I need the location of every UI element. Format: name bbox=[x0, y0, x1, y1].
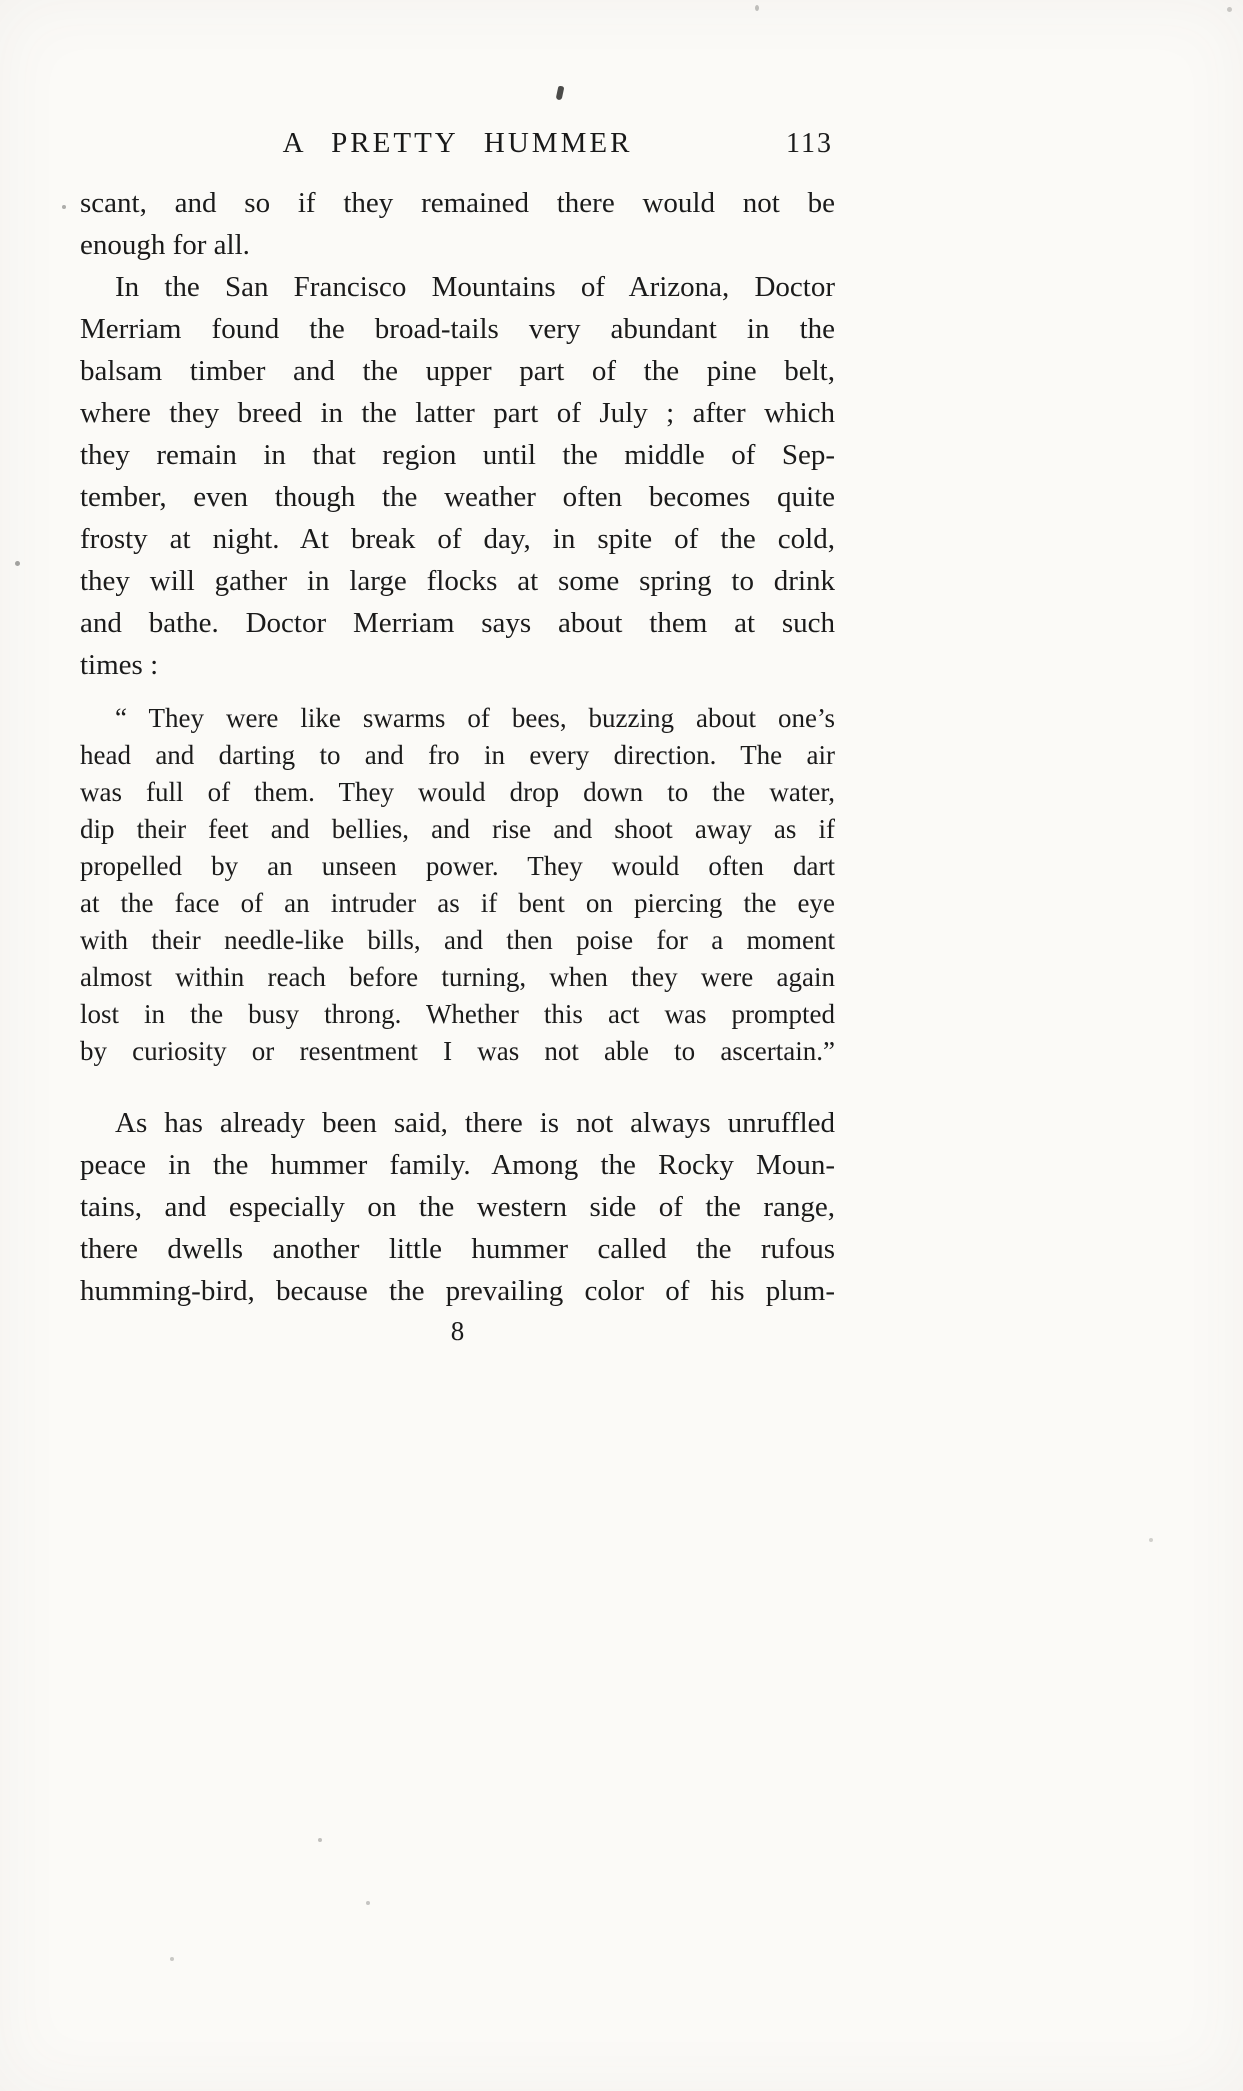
scan-artifact bbox=[1227, 7, 1232, 12]
running-title: A PRETTY HUMMER bbox=[282, 127, 633, 159]
text-line: propelled by an unseen power. They would often dart bbox=[80, 851, 835, 881]
page-footer bbox=[80, 1316, 835, 1347]
paragraph bbox=[80, 182, 835, 266]
text-line: where they breed in the latter part of July ; after which bbox=[80, 397, 835, 429]
text-line: dip their feet and bellies, and rise and shoot away as if bbox=[80, 814, 835, 844]
text-line: at the face of an intruder as if bent on piercing the eye bbox=[80, 888, 835, 918]
text-line: was full of them. They would drop down to the water, bbox=[80, 777, 835, 807]
text-line: balsam timber and the upper part of the pine belt, bbox=[80, 355, 835, 387]
text-line: lost in the busy throng. Whether this act was prompted bbox=[80, 999, 835, 1029]
text-line: peace in the hummer family. Among the Rocky Moun- bbox=[80, 1149, 835, 1181]
text-line: they will gather in large flocks at some spring to drink bbox=[80, 565, 835, 597]
paragraph bbox=[80, 266, 835, 686]
text-line: and bathe. Doctor Merriam says about them at such bbox=[80, 607, 835, 639]
signature-mark: 8 bbox=[450, 1316, 465, 1346]
text-line: they remain in that region until the middle of Sep- bbox=[80, 439, 835, 471]
text-line: enough for all. bbox=[80, 229, 250, 261]
scan-artifact bbox=[366, 1901, 370, 1905]
text-line: scant, and so if they remained there would not be bbox=[80, 187, 835, 219]
scan-artifact bbox=[170, 1957, 174, 1961]
text-line: almost within reach before turning, when they were again bbox=[80, 962, 835, 992]
text-line: tember, even though the weather often becomes quite bbox=[80, 481, 835, 513]
text-line: head and darting to and fro in every direction. The air bbox=[80, 740, 835, 770]
text-line: times : bbox=[80, 649, 159, 681]
paragraph bbox=[80, 1102, 835, 1312]
text-line: In the San Francisco Mountains of Arizona, Doctor bbox=[115, 271, 835, 303]
text-line: by curiosity or resentment I was not able to ascertain.” bbox=[80, 1036, 835, 1066]
text-line: As has already been said, there is not always unruffled bbox=[115, 1107, 835, 1139]
text-line: there dwells another little hummer called the rufous bbox=[80, 1233, 835, 1265]
scan-artifact bbox=[62, 205, 66, 209]
page-header bbox=[80, 127, 835, 163]
page-number: 113 bbox=[786, 128, 833, 159]
text-line: with their needle-like bills, and then poise for a moment bbox=[80, 925, 835, 955]
scan-artifact bbox=[15, 561, 20, 566]
text-block bbox=[80, 182, 835, 1312]
text-line: tains, and especially on the western side of the range, bbox=[80, 1191, 835, 1223]
quoted-extract bbox=[80, 700, 835, 1070]
text-line: Merriam found the broad-tails very abundant in the bbox=[80, 313, 835, 345]
scan-artifact bbox=[1149, 1538, 1153, 1542]
text-line: humming-bird, because the prevailing color of his plum- bbox=[80, 1275, 835, 1307]
scan-artifact bbox=[318, 1838, 322, 1842]
text-line: “ They were like swarms of bees, buzzing about one’s bbox=[115, 703, 835, 733]
scan-artifact bbox=[556, 86, 565, 101]
scan-artifact bbox=[755, 5, 759, 11]
text-line: frosty at night. At break of day, in spite of the cold, bbox=[80, 523, 835, 555]
